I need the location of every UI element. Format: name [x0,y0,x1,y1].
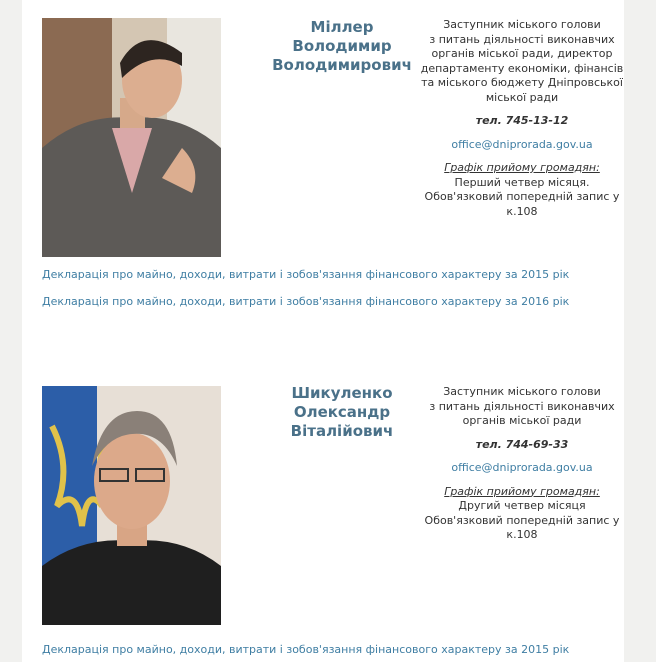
name-line: Міллер [310,18,374,36]
person-info [420,385,624,543]
schedule-line: Обов'язковий попередній запис у [424,513,620,527]
email-link[interactable]: office@dniprorada.gov.ua [451,461,593,474]
email-link[interactable]: office@dniprorada.gov.ua [451,137,593,151]
person-photo [42,386,221,625]
schedule-line: к.108 [506,204,538,218]
position-line: міської ради [485,90,559,104]
name-line: Володимир [292,37,392,55]
position-line: та міського бюджету Дніпровської [421,76,623,89]
schedule-title: Графік прийому громадян: [444,161,600,174]
position-line: департаменту економіки, фінансів [420,61,624,75]
content-column [22,0,624,662]
schedule-line: Обов'язковий попередній запис у [424,190,620,203]
schedule-line: Перший четвер місяця. [454,175,590,189]
name-line: Олександр [293,403,391,421]
position-line: з питань діяльності виконавчих [429,32,615,46]
position-line: Заступник міського голови [443,18,601,31]
phone-number: тел. 745-13-12 [475,114,569,127]
position-line: Заступник міського голови [443,385,601,398]
position-line: органів міської ради, директор [431,47,613,60]
position-line: з питань діяльності виконавчих [429,399,615,413]
position-line: органів міської ради [462,414,582,427]
person-photo [42,18,221,257]
portrait-image [42,386,221,625]
schedule-title: Графік прийому громадян: [444,484,600,498]
name-line: Володимирович [272,56,412,74]
declaration-link[interactable]: Декларація про майно, доходи, витрати і зобов'язання фінансового характеру за 2015 рік [42,643,570,656]
portrait-image [42,18,221,257]
name-line: Шикуленко [291,384,393,402]
name-line: Віталійович [290,422,394,440]
declaration-link[interactable]: Декларація про майно, доходи, витрати і зобов'язання фінансового характеру за 2015 рік [42,268,570,281]
person-info [420,18,624,219]
phone-number: тел. 744-69-33 [475,437,569,451]
person-name [232,18,452,75]
schedule-line: Другий четвер місяця [458,499,586,512]
schedule-line: к.108 [506,528,538,541]
declaration-link[interactable]: Декларація про майно, доходи, витрати і зобов'язання фінансового характеру за 2016 рік [42,295,570,308]
person-name [232,384,452,441]
